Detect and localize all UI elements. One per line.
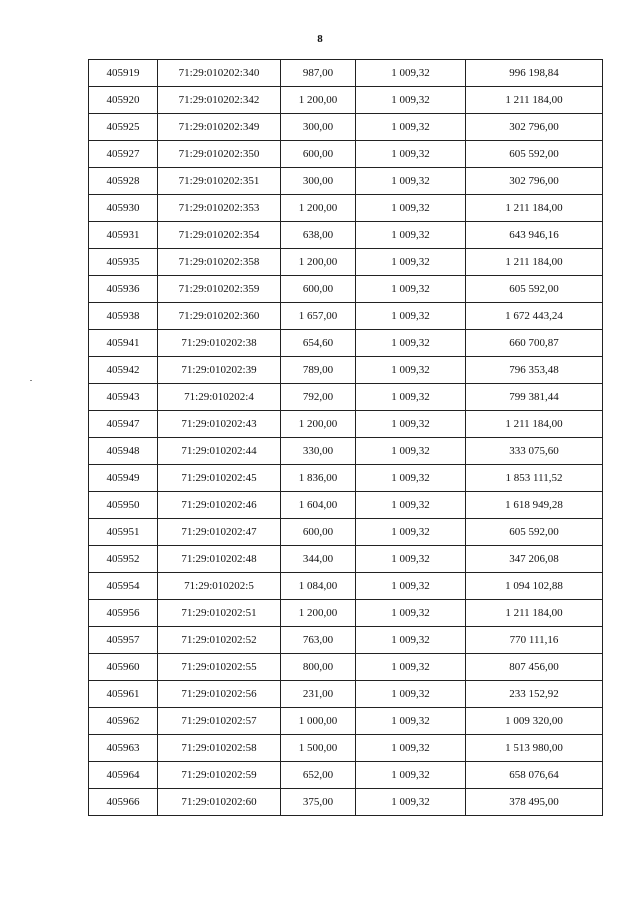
value-cell: 996 198,84: [466, 60, 603, 87]
record-number-cell: 405942: [89, 357, 158, 384]
rate-cell: 1 009,32: [356, 222, 466, 249]
record-number-cell: 405963: [89, 735, 158, 762]
table-row: [89, 249, 603, 276]
cadastral-number-cell: 71:29:010202:353: [158, 195, 281, 222]
area-cell: 1 200,00: [281, 249, 356, 276]
value-cell: 643 946,16: [466, 222, 603, 249]
cadastral-number-cell: 71:29:010202:55: [158, 654, 281, 681]
area-cell: 1 000,00: [281, 708, 356, 735]
value-cell: 660 700,87: [466, 330, 603, 357]
rate-cell: 1 009,32: [356, 357, 466, 384]
record-number-cell: 405931: [89, 222, 158, 249]
record-number-cell: 405957: [89, 627, 158, 654]
value-cell: 605 592,00: [466, 519, 603, 546]
table-row: [89, 60, 603, 87]
area-cell: 330,00: [281, 438, 356, 465]
cadastral-number-cell: 71:29:010202:44: [158, 438, 281, 465]
cadastral-number-cell: 71:29:010202:46: [158, 492, 281, 519]
table-row: [89, 681, 603, 708]
rate-cell: 1 009,32: [356, 492, 466, 519]
rate-cell: 1 009,32: [356, 681, 466, 708]
area-cell: 600,00: [281, 519, 356, 546]
record-number-cell: 405956: [89, 600, 158, 627]
value-cell: 233 152,92: [466, 681, 603, 708]
cadastral-number-cell: 71:29:010202:38: [158, 330, 281, 357]
record-number-cell: 405943: [89, 384, 158, 411]
record-number-cell: 405961: [89, 681, 158, 708]
record-number-cell: 405928: [89, 168, 158, 195]
record-number-cell: 405954: [89, 573, 158, 600]
record-number-cell: 405936: [89, 276, 158, 303]
cadastral-number-cell: 71:29:010202:45: [158, 465, 281, 492]
area-cell: 789,00: [281, 357, 356, 384]
table-row: [89, 708, 603, 735]
record-number-cell: 405951: [89, 519, 158, 546]
area-cell: 1 500,00: [281, 735, 356, 762]
rate-cell: 1 009,32: [356, 735, 466, 762]
rate-cell: 1 009,32: [356, 384, 466, 411]
cadastral-number-cell: 71:29:010202:52: [158, 627, 281, 654]
cadastral-number-cell: 71:29:010202:350: [158, 141, 281, 168]
record-number-cell: 405950: [89, 492, 158, 519]
table-row: [89, 465, 603, 492]
record-number-cell: 405935: [89, 249, 158, 276]
rate-cell: 1 009,32: [356, 789, 466, 816]
record-number-cell: 405930: [89, 195, 158, 222]
rate-cell: 1 009,32: [356, 519, 466, 546]
rate-cell: 1 009,32: [356, 195, 466, 222]
registry-table: [88, 59, 603, 816]
rate-cell: 1 009,32: [356, 465, 466, 492]
area-cell: 987,00: [281, 60, 356, 87]
value-cell: 1 513 980,00: [466, 735, 603, 762]
table-row: [89, 492, 603, 519]
table-row: [89, 222, 603, 249]
record-number-cell: 405962: [89, 708, 158, 735]
value-cell: 1 672 443,24: [466, 303, 603, 330]
value-cell: 1 211 184,00: [466, 600, 603, 627]
table-row: [89, 519, 603, 546]
rate-cell: 1 009,32: [356, 627, 466, 654]
cadastral-number-cell: 71:29:010202:47: [158, 519, 281, 546]
cadastral-number-cell: 71:29:010202:60: [158, 789, 281, 816]
area-cell: 1 604,00: [281, 492, 356, 519]
table-row: [89, 276, 603, 303]
value-cell: 1 853 111,52: [466, 465, 603, 492]
record-number-cell: 405949: [89, 465, 158, 492]
value-cell: 1 009 320,00: [466, 708, 603, 735]
rate-cell: 1 009,32: [356, 411, 466, 438]
value-cell: 807 456,00: [466, 654, 603, 681]
cadastral-number-cell: 71:29:010202:354: [158, 222, 281, 249]
rate-cell: 1 009,32: [356, 573, 466, 600]
value-cell: 605 592,00: [466, 276, 603, 303]
scan-mark: [30, 380, 32, 381]
record-number-cell: 405947: [89, 411, 158, 438]
table-row: [89, 384, 603, 411]
area-cell: 792,00: [281, 384, 356, 411]
cadastral-number-cell: 71:29:010202:360: [158, 303, 281, 330]
rate-cell: 1 009,32: [356, 762, 466, 789]
table-row: [89, 303, 603, 330]
table-row: [89, 411, 603, 438]
value-cell: 1 094 102,88: [466, 573, 603, 600]
table-row: [89, 87, 603, 114]
cadastral-number-cell: 71:29:010202:58: [158, 735, 281, 762]
value-cell: 799 381,44: [466, 384, 603, 411]
area-cell: 1 200,00: [281, 411, 356, 438]
table-row: [89, 114, 603, 141]
area-cell: 1 200,00: [281, 600, 356, 627]
record-number-cell: 405938: [89, 303, 158, 330]
cadastral-number-cell: 71:29:010202:5: [158, 573, 281, 600]
cadastral-number-cell: 71:29:010202:342: [158, 87, 281, 114]
value-cell: 333 075,60: [466, 438, 603, 465]
rate-cell: 1 009,32: [356, 600, 466, 627]
record-number-cell: 405941: [89, 330, 158, 357]
area-cell: 375,00: [281, 789, 356, 816]
area-cell: 1 084,00: [281, 573, 356, 600]
value-cell: 770 111,16: [466, 627, 603, 654]
area-cell: 600,00: [281, 276, 356, 303]
area-cell: 300,00: [281, 168, 356, 195]
value-cell: 796 353,48: [466, 357, 603, 384]
record-number-cell: 405925: [89, 114, 158, 141]
area-cell: 600,00: [281, 141, 356, 168]
area-cell: 1 200,00: [281, 87, 356, 114]
table-row: [89, 168, 603, 195]
table-row: [89, 357, 603, 384]
rate-cell: 1 009,32: [356, 303, 466, 330]
value-cell: 1 211 184,00: [466, 411, 603, 438]
value-cell: 1 211 184,00: [466, 87, 603, 114]
value-cell: 302 796,00: [466, 114, 603, 141]
area-cell: 654,60: [281, 330, 356, 357]
cadastral-number-cell: 71:29:010202:43: [158, 411, 281, 438]
cadastral-number-cell: 71:29:010202:51: [158, 600, 281, 627]
table-row: [89, 627, 603, 654]
rate-cell: 1 009,32: [356, 438, 466, 465]
table-row: [89, 654, 603, 681]
table-row: [89, 141, 603, 168]
table-row: [89, 762, 603, 789]
rate-cell: 1 009,32: [356, 708, 466, 735]
rate-cell: 1 009,32: [356, 546, 466, 573]
value-cell: 1 211 184,00: [466, 249, 603, 276]
value-cell: 347 206,08: [466, 546, 603, 573]
cadastral-number-cell: 71:29:010202:340: [158, 60, 281, 87]
area-cell: 763,00: [281, 627, 356, 654]
rate-cell: 1 009,32: [356, 114, 466, 141]
value-cell: 378 495,00: [466, 789, 603, 816]
record-number-cell: 405948: [89, 438, 158, 465]
cadastral-number-cell: 71:29:010202:39: [158, 357, 281, 384]
rate-cell: 1 009,32: [356, 168, 466, 195]
value-cell: 1 618 949,28: [466, 492, 603, 519]
table-row: [89, 600, 603, 627]
table-row: [89, 438, 603, 465]
cadastral-number-cell: 71:29:010202:349: [158, 114, 281, 141]
rate-cell: 1 009,32: [356, 87, 466, 114]
area-cell: 1 836,00: [281, 465, 356, 492]
area-cell: 300,00: [281, 114, 356, 141]
record-number-cell: 405952: [89, 546, 158, 573]
area-cell: 1 200,00: [281, 195, 356, 222]
record-number-cell: 405960: [89, 654, 158, 681]
record-number-cell: 405964: [89, 762, 158, 789]
cadastral-number-cell: 71:29:010202:57: [158, 708, 281, 735]
rate-cell: 1 009,32: [356, 654, 466, 681]
cadastral-number-cell: 71:29:010202:351: [158, 168, 281, 195]
area-cell: 231,00: [281, 681, 356, 708]
table-row: [89, 735, 603, 762]
rate-cell: 1 009,32: [356, 249, 466, 276]
record-number-cell: 405920: [89, 87, 158, 114]
record-number-cell: 405919: [89, 60, 158, 87]
table-row: [89, 195, 603, 222]
table-row: [89, 546, 603, 573]
area-cell: 344,00: [281, 546, 356, 573]
value-cell: 658 076,64: [466, 762, 603, 789]
area-cell: 652,00: [281, 762, 356, 789]
cadastral-number-cell: 71:29:010202:56: [158, 681, 281, 708]
rate-cell: 1 009,32: [356, 276, 466, 303]
page-number: 8: [317, 33, 323, 45]
rate-cell: 1 009,32: [356, 60, 466, 87]
record-number-cell: 405966: [89, 789, 158, 816]
area-cell: 638,00: [281, 222, 356, 249]
table-row: [89, 573, 603, 600]
value-cell: 1 211 184,00: [466, 195, 603, 222]
table-row: [89, 330, 603, 357]
area-cell: 1 657,00: [281, 303, 356, 330]
registry-table-body: [89, 60, 603, 816]
cadastral-number-cell: 71:29:010202:358: [158, 249, 281, 276]
record-number-cell: 405927: [89, 141, 158, 168]
cadastral-number-cell: 71:29:010202:48: [158, 546, 281, 573]
value-cell: 302 796,00: [466, 168, 603, 195]
value-cell: 605 592,00: [466, 141, 603, 168]
cadastral-number-cell: 71:29:010202:4: [158, 384, 281, 411]
cadastral-number-cell: 71:29:010202:359: [158, 276, 281, 303]
table-row: [89, 789, 603, 816]
rate-cell: 1 009,32: [356, 141, 466, 168]
cadastral-number-cell: 71:29:010202:59: [158, 762, 281, 789]
rate-cell: 1 009,32: [356, 330, 466, 357]
area-cell: 800,00: [281, 654, 356, 681]
